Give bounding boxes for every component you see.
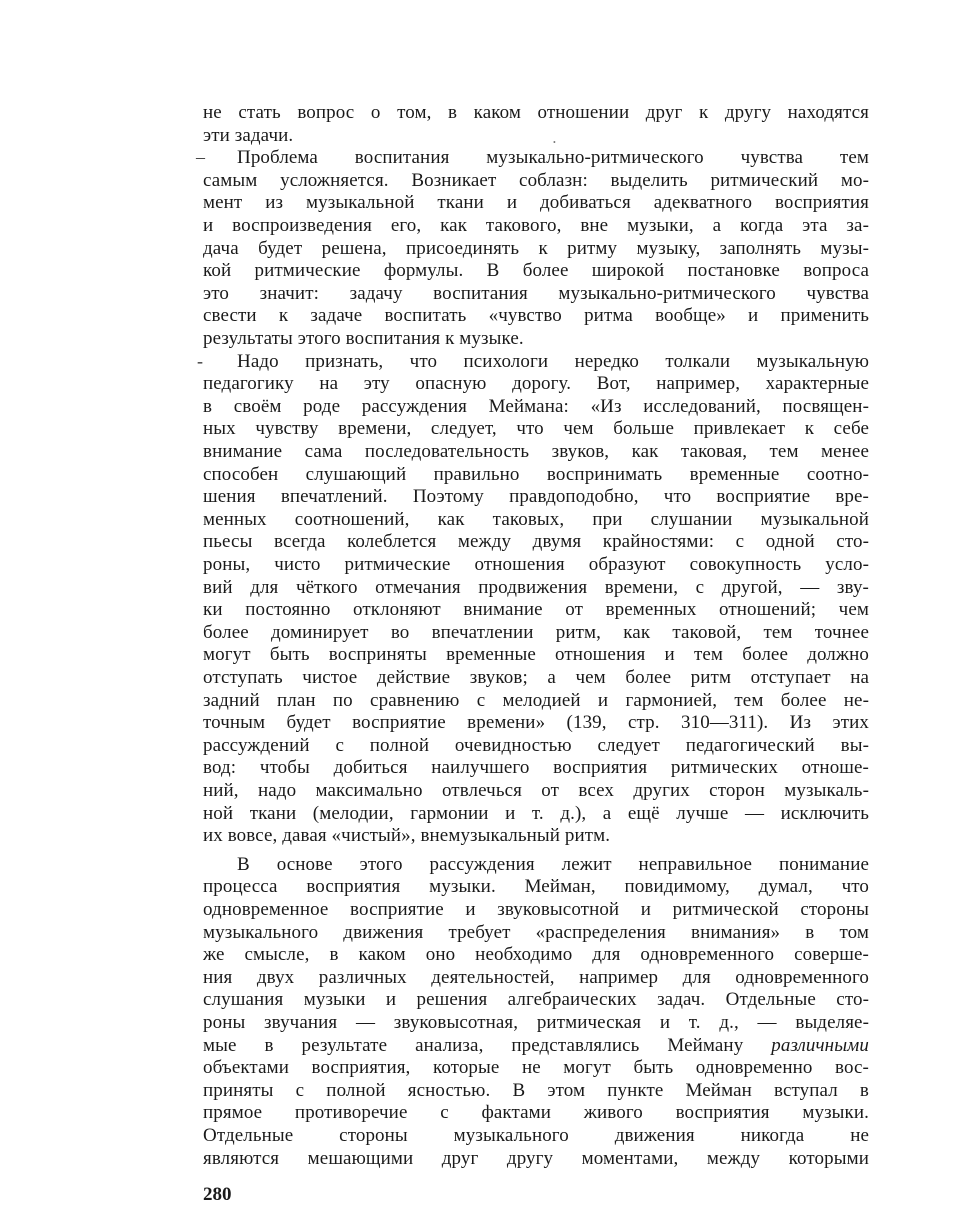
text-line: вод: чтобы добиться наилучшего восприятия ритмических отноше- — [203, 757, 869, 778]
text-line: В основе этого рассуждения лежит неправильное понимание — [237, 854, 869, 875]
text-line: пьесы всегда колеблется между двумя крайностями: с одной сто- — [203, 531, 869, 552]
speck: • — [553, 138, 556, 147]
text-line-part: мые в результате анализа, представлялись Мейману — [203, 1035, 744, 1056]
text-line: более доминирует во впечатлении ритм, как таковой, тем точнее — [203, 622, 869, 643]
text-line: вий для чёткого отмечания продвижения времени, с другой, — зву- — [203, 577, 869, 598]
text-line: ных чувству времени, следует, что чем больше привлекает к себе — [203, 418, 869, 439]
text-line: Отдельные стороны музыкального движения никогда не — [203, 1125, 869, 1146]
text-line: шения впечатлений. Поэтому правдоподобно, что восприятие вре- — [203, 486, 869, 507]
text-line: не стать вопрос о том, в каком отношении друг к другу находятся — [203, 102, 869, 123]
text-line: процесса восприятия музыки. Мейман, повидимому, думал, что — [203, 876, 869, 897]
text-line: слушания музыки и решения алгебраических задач. Отдельные сто- — [203, 989, 869, 1010]
text-line: рассуждений с полной очевидностью следует педагогический вы- — [203, 735, 869, 756]
text-line: эти задачи. — [203, 125, 294, 146]
text-line: это значит: задачу воспитания музыкально-ритмического чувства — [203, 283, 869, 304]
text-line: их вовсе, давая «чистый», внемузыкальный ритм. — [203, 825, 611, 846]
text-line: же смысле, в каком оно необходимо для одновременного соверше- — [203, 944, 869, 965]
text-line: Надо признать, что психологи нередко толкали музыкальную — [237, 351, 869, 372]
text-line: роны, чисто ритмические отношения образуют совокупность усло- — [203, 554, 869, 575]
text-line: мент из музыкальной ткани и добиваться адекватного восприятия — [203, 192, 869, 213]
text-line — [203, 1034, 869, 1057]
text-line: задний план по сравнению с мелодией и гармонией, тем более не- — [203, 690, 869, 711]
text-line: Проблема воспитания музыкально-ритмического чувства тем — [237, 147, 869, 168]
emphasized-word: различными — [771, 1035, 870, 1056]
text-line: ний, надо максимально отвлечься от всех других сторон музыкаль- — [203, 780, 869, 801]
text-line: педагогику на эту опасную дорогу. Вот, например, характерные — [203, 373, 869, 394]
text-line: музыкального движения требует «распределения внимания» в том — [203, 922, 869, 943]
text-line: дача будет решена, присоединять к ритму музыку, заполнять музы- — [203, 238, 869, 259]
text-line: результаты этого воспитания к музыке. — [203, 328, 524, 349]
text-line: могут быть восприняты временные отношения и тем более должно — [203, 644, 869, 665]
text-line: прямое противоречие с фактами живого восприятия музыки. — [203, 1102, 869, 1123]
text-line: одновременное восприятие и звуковысотной и ритмической стороны — [203, 899, 869, 920]
text-line: ния двух различных деятельностей, например для одновременного — [203, 967, 869, 988]
text-line: в своём роде рассуждения Меймана: «Из исследований, посвящен- — [203, 396, 869, 417]
text-line: и воспроизведения его, как такового, вне музыки, а когда эта за- — [203, 215, 869, 236]
text-line: свести к задаче воспитать «чувство ритма вообще» и применить — [203, 305, 869, 326]
text-line: ной ткани (мелодии, гармонии и т. д.), а ещё лучше — исключить — [203, 803, 869, 824]
margin-mark: – — [196, 147, 205, 167]
page-number: 280 — [203, 1184, 232, 1205]
text-line: объектами восприятия, которые не могут быть одновременно вос- — [203, 1057, 869, 1078]
text-line: являются мешающими друг другу моментами, между которыми — [203, 1148, 869, 1169]
text-line: точным будет восприятие времени» (139, стр. 310—311). Из этих — [203, 712, 869, 733]
text-line: приняты с полной ясностью. В этом пункте Мейман вступал в — [203, 1080, 869, 1101]
text-line: менных соотношений, как таковых, при слушании музыкальной — [203, 509, 869, 530]
text-line: ки постоянно отклоняют внимание от временных отношений; чем — [203, 599, 869, 620]
text-line: кой ритмические формулы. В более широкой постановке вопроса — [203, 260, 869, 281]
text-line: способен слушающий правильно воспринимать временные соотно- — [203, 464, 869, 485]
text-line: отступать чистое действие звуков; а чем более ритм отступает на — [203, 667, 869, 688]
text-line: роны звучания — звуковысотная, ритмическая и т. д., — выделяе- — [203, 1012, 869, 1033]
margin-mark: - — [197, 351, 203, 371]
text-line: внимание сама последовательность звуков, как таковая, тем менее — [203, 441, 869, 462]
text-line: самым усложняется. Возникает соблазн: выделить ритмический мо- — [203, 170, 869, 191]
